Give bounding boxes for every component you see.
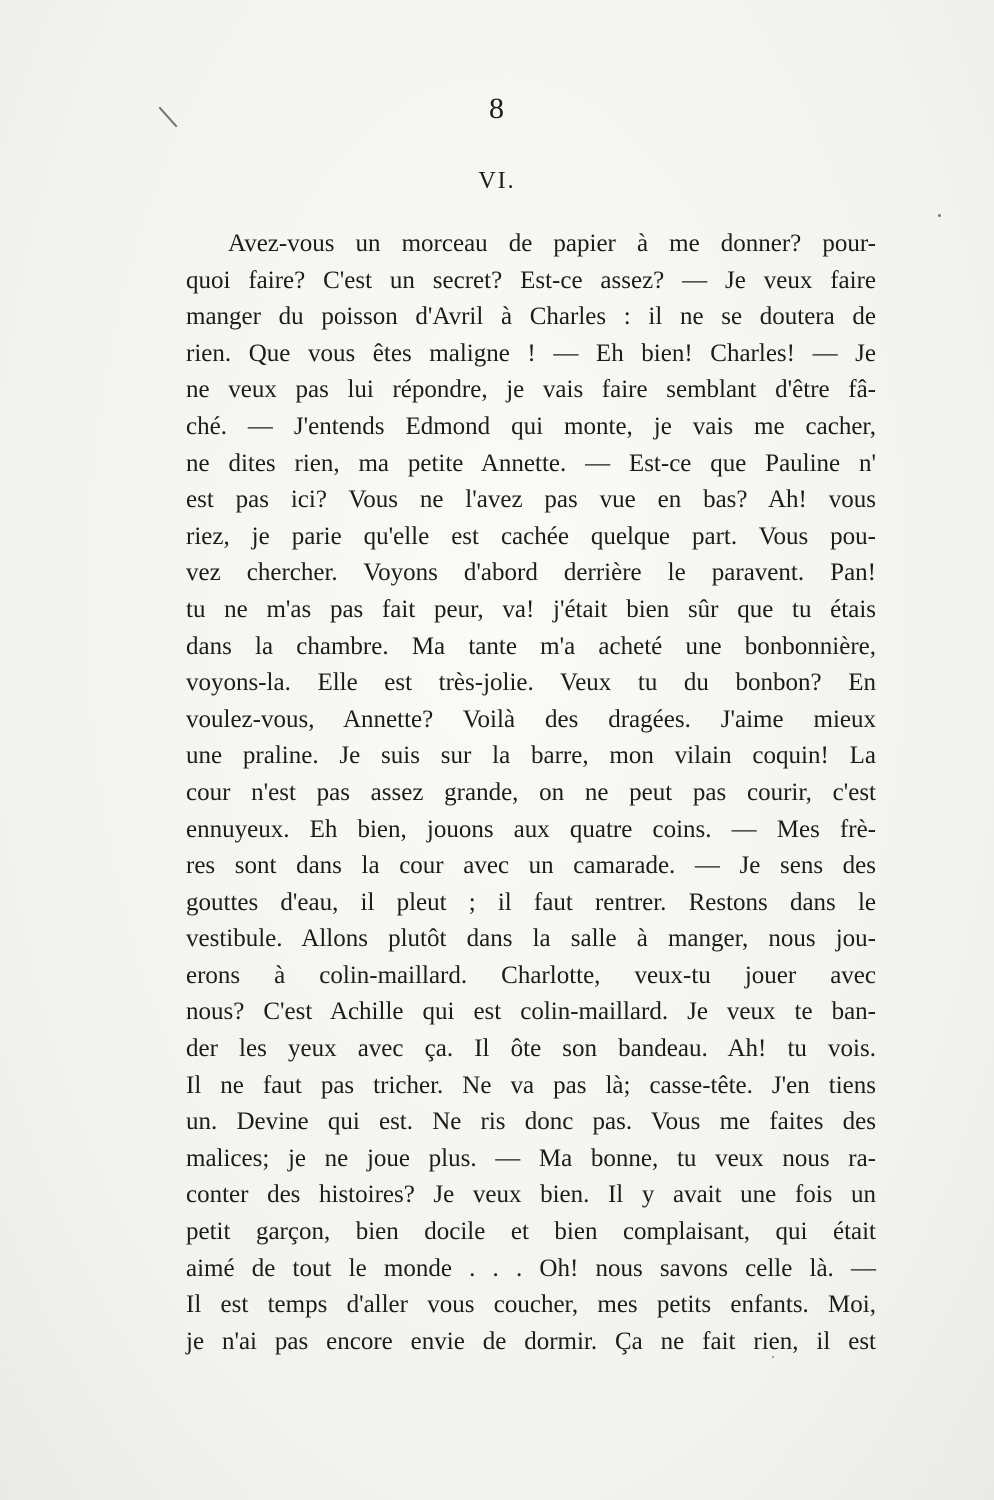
text-line: Il est temps d'aller vous coucher, mes petits enfants. Moi, bbox=[186, 1291, 876, 1319]
text-line: riez, je parie qu'elle est cachée quelque part. Vous pou- bbox=[186, 522, 876, 550]
text-line: erons à colin-maillard. Charlotte, veux-tu jouer avec bbox=[186, 961, 876, 989]
text-line: je n'ai pas encore envie de dormir. Ça ne fait rien, il est bbox=[186, 1327, 876, 1355]
text-line: un. Devine qui est. Ne ris donc pas. Vous me faites des bbox=[186, 1108, 876, 1136]
text-line: vestibule. Allons plutôt dans la salle à manger, nous jou- bbox=[186, 925, 876, 953]
text-line: petit garçon, bien docile et bien complaisant, qui était bbox=[186, 1218, 876, 1246]
text-line: Avez-vous un morceau de papier à me donner? pour- bbox=[228, 230, 876, 257]
text-line: ne dites rien, ma petite Annette. — Est-ce que Pauline n' bbox=[186, 449, 876, 477]
text-line: ennuyeux. Eh bien, jouons aux quatre coins. — Mes frè- bbox=[186, 815, 876, 843]
text-line: quoi faire? C'est un secret? Est-ce assez? — Je veux faire bbox=[186, 266, 876, 294]
text-line: Il ne faut pas tricher. Ne va pas là; casse-tête. J'en tiens bbox=[186, 1071, 876, 1099]
text-line: dans la chambre. Ma tante m'a acheté une bonbonnière, bbox=[186, 632, 876, 660]
paper-speck bbox=[938, 214, 941, 217]
text-line: voyons-la. Elle est très-jolie. Veux tu du bonbon? En bbox=[186, 669, 876, 697]
text-line: une praline. Je suis sur la barre, mon vilain coquin! La bbox=[186, 742, 876, 770]
body-text bbox=[186, 226, 876, 1360]
text-line: voulez-vous, Annette? Voilà des dragées. J'aime mieux bbox=[186, 705, 876, 733]
text-line: ché. — J'entends Edmond qui monte, je vais me cacher, bbox=[186, 412, 876, 440]
text-line: conter des histoires? Je veux bien. Il y avait une fois un bbox=[186, 1181, 876, 1209]
text-line: rien. Que vous êtes maligne ! — Eh bien! Charles! — Je bbox=[186, 339, 876, 367]
section-heading: VI. bbox=[478, 168, 516, 194]
text-line: manger du poisson d'Avril à Charles : il ne se doutera de bbox=[186, 303, 876, 331]
text-line: der les yeux avec ça. Il ôte son bandeau. Ah! tu vois. bbox=[186, 1035, 876, 1063]
text-line: vez chercher. Voyons d'abord derrière le paravent. Pan! bbox=[186, 559, 876, 587]
text-line: cour n'est pas assez grande, on ne peut pas courir, c'est bbox=[186, 778, 876, 806]
text-line: gouttes d'eau, il pleut ; il faut rentrer. Restons dans le bbox=[186, 888, 876, 916]
text-line: nous? C'est Achille qui est colin-maillard. Je veux te ban- bbox=[186, 998, 876, 1026]
text-line: aimé de tout le monde . . . Oh! nous savons celle là. — bbox=[186, 1254, 876, 1282]
text-line: ne veux pas lui répondre, je vais faire semblant d'être fâ- bbox=[186, 376, 876, 404]
text-line: malices; je ne joue plus. — Ma bonne, tu veux nous ra- bbox=[186, 1144, 876, 1172]
text-line: res sont dans la cour avec un camarade. — Je sens des bbox=[186, 852, 876, 880]
text-line: est pas ici? Vous ne l'avez pas vue en bas? Ah! vous bbox=[186, 486, 876, 514]
page-number: 8 bbox=[489, 92, 505, 125]
text-line: tu ne m'as pas fait peur, va! j'était bien sûr que tu étais bbox=[186, 595, 876, 623]
